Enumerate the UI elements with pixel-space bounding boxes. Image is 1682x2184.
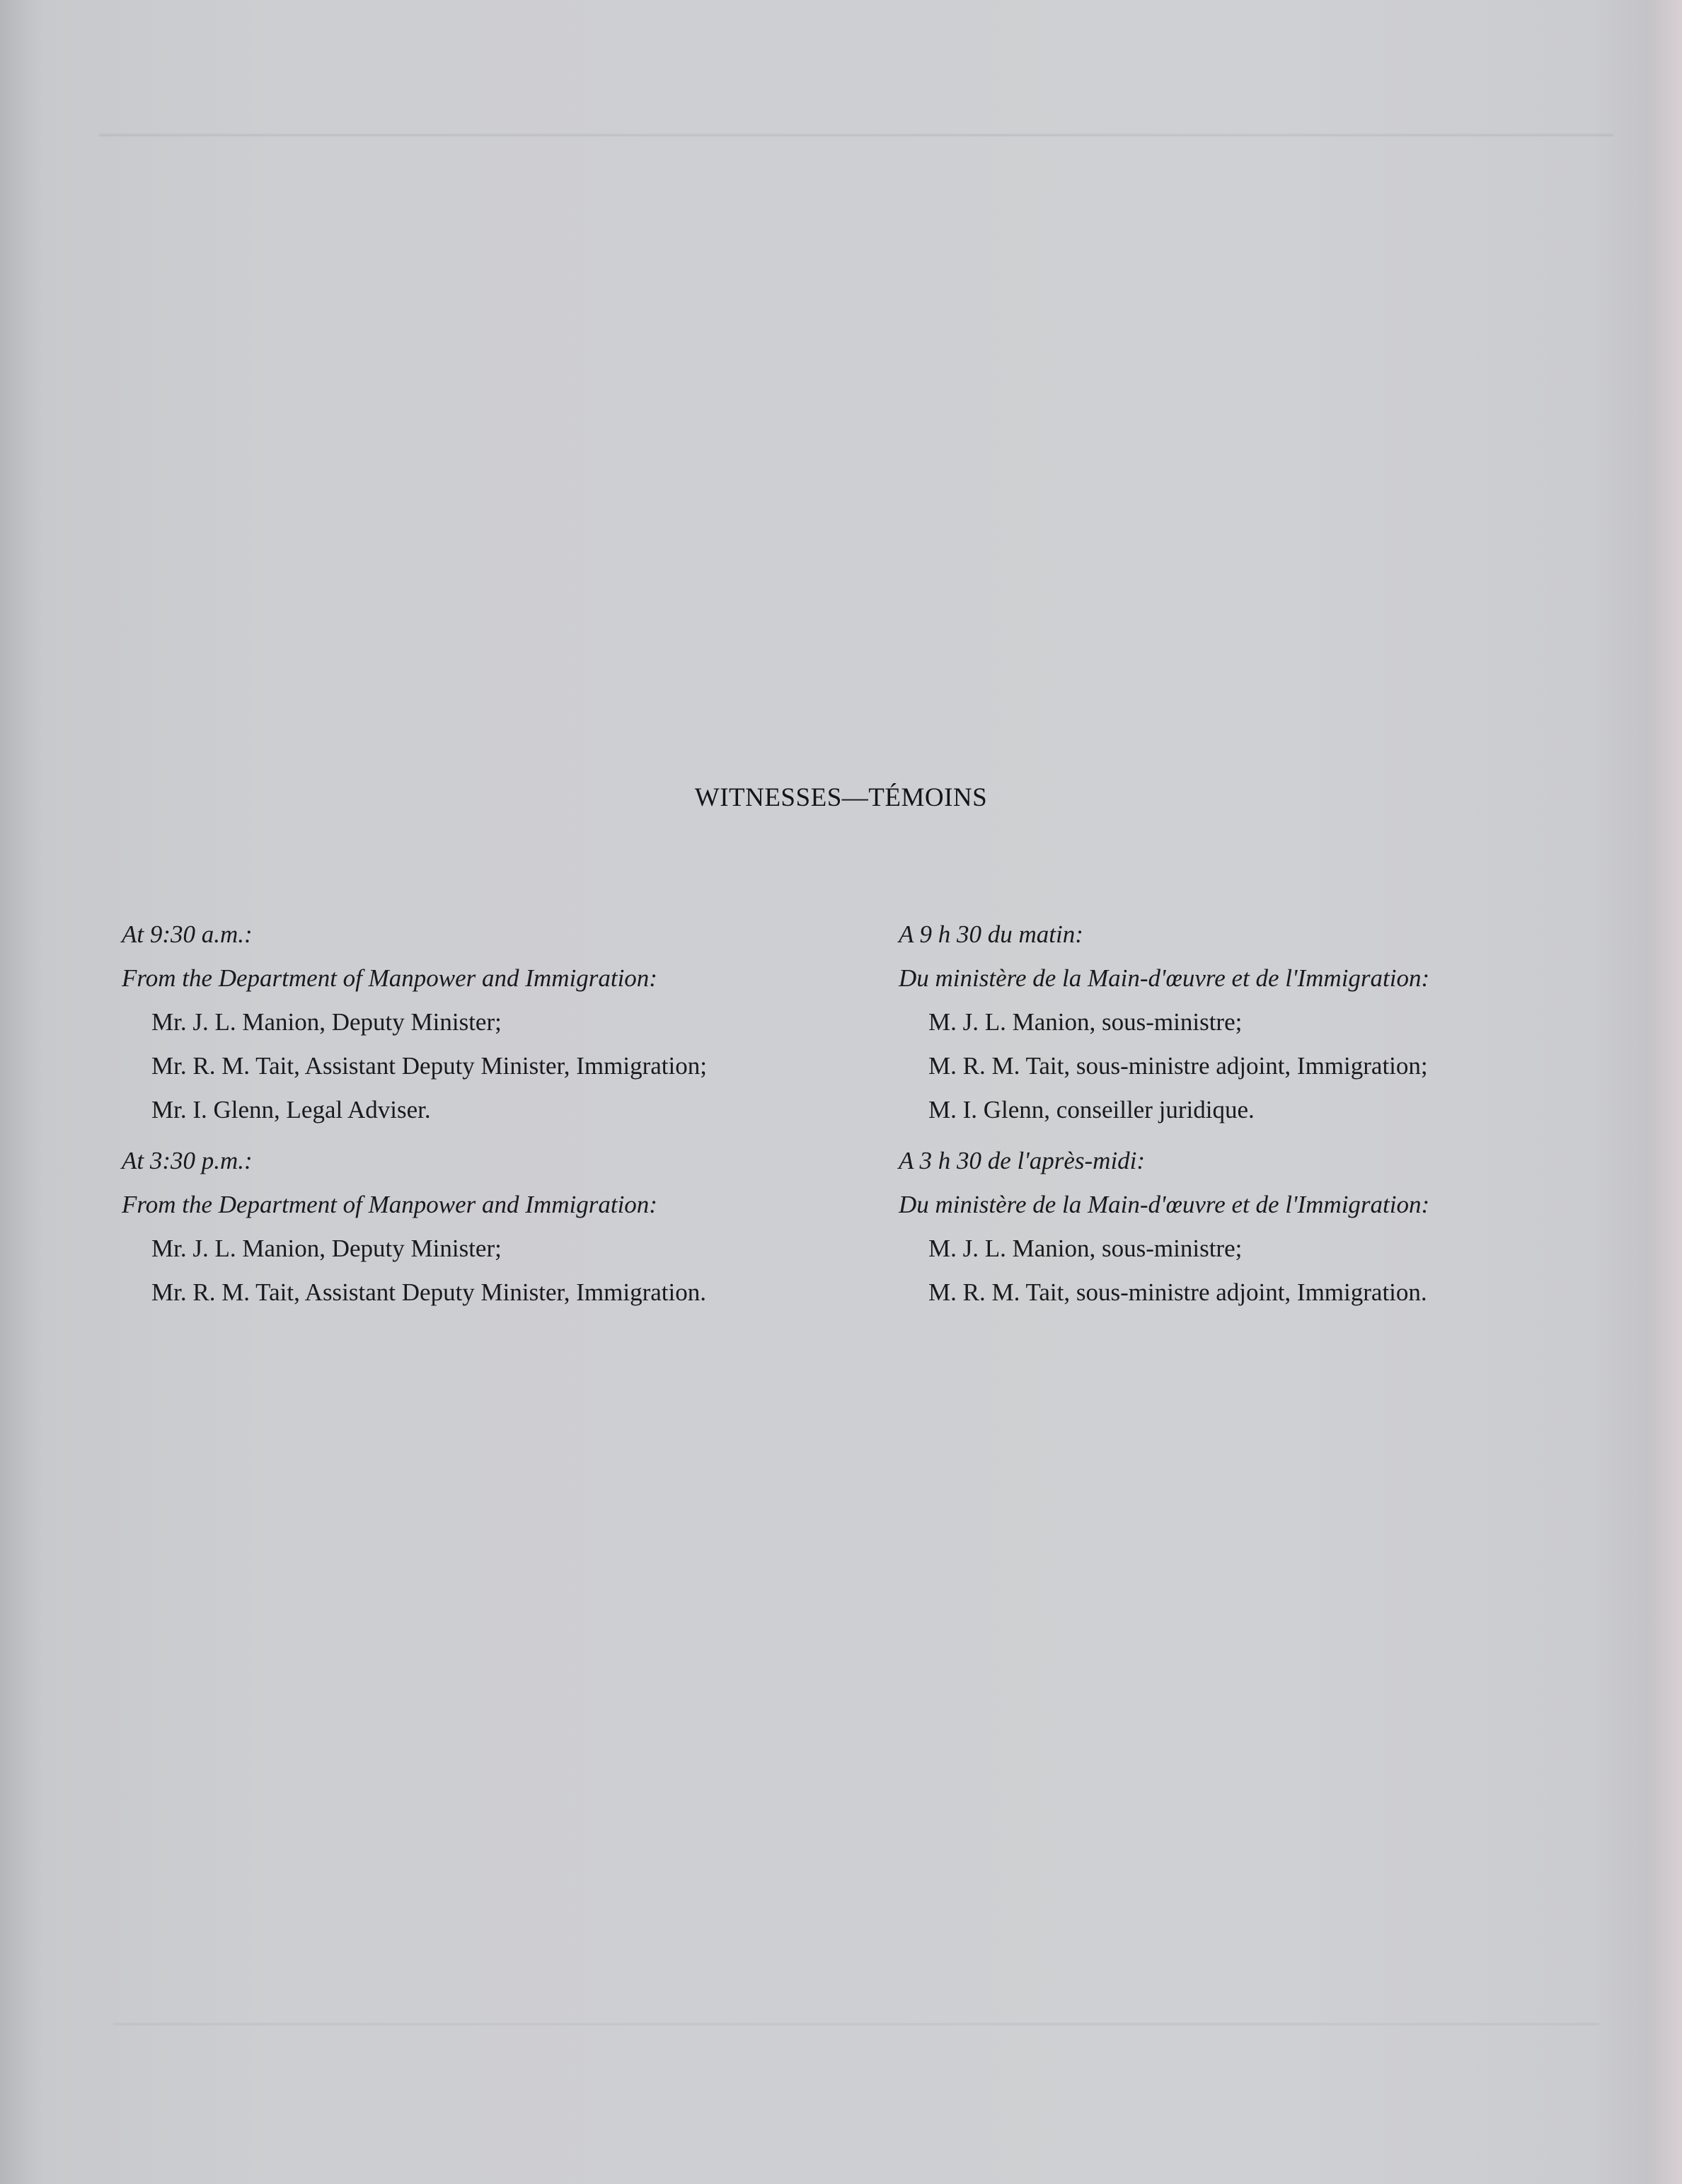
session-time: At 9:30 a.m.:: [122, 920, 253, 948]
french-column: [899, 913, 1642, 1315]
witness-entry: Mr. J. L. Manion, Deputy Minister;: [151, 1008, 502, 1036]
session-time: A 9 h 30 du matin:: [899, 920, 1083, 948]
witness-entry: Mr. J. L. Manion, Deputy Minister;: [151, 1235, 502, 1262]
witness-entry: Mr. I. Glenn, Legal Adviser.: [151, 1096, 431, 1123]
session-time: A 3 h 30 de l'après-midi:: [899, 1147, 1146, 1174]
witness-entry: M. R. M. Tait, sous-ministre adjoint, Immigration.: [928, 1278, 1427, 1306]
witnesses-heading: WITNESSES—TÉMOINS: [694, 783, 988, 812]
witness-entry: M. R. M. Tait, sous-ministre adjoint, Immigration;: [928, 1052, 1428, 1080]
department-name: From the Department of Manpower and Immigration:: [122, 1191, 657, 1218]
department-name: Du ministère de la Main-d'œuvre et de l'Immigration:: [899, 964, 1430, 992]
witness-entry: M. J. L. Manion, sous-ministre;: [928, 1008, 1243, 1036]
english-column: [122, 913, 865, 1315]
session-time: At 3:30 p.m.:: [122, 1147, 253, 1174]
department-name: Du ministère de la Main-d'œuvre et de l'Immigration:: [899, 1191, 1430, 1218]
department-name: From the Department of Manpower and Immigration:: [122, 964, 657, 992]
bleed-through-header-rule: [99, 134, 1613, 136]
bleed-through-footer-rule: [113, 2023, 1599, 2025]
witness-entry: Mr. R. M. Tait, Assistant Deputy Minister, Immigration;: [151, 1052, 707, 1080]
witness-entry: M. J. L. Manion, sous-ministre;: [928, 1235, 1243, 1262]
witness-entry: Mr. R. M. Tait, Assistant Deputy Minister, Immigration.: [151, 1278, 706, 1306]
witness-entry: M. I. Glenn, conseiller juridique.: [928, 1096, 1255, 1123]
